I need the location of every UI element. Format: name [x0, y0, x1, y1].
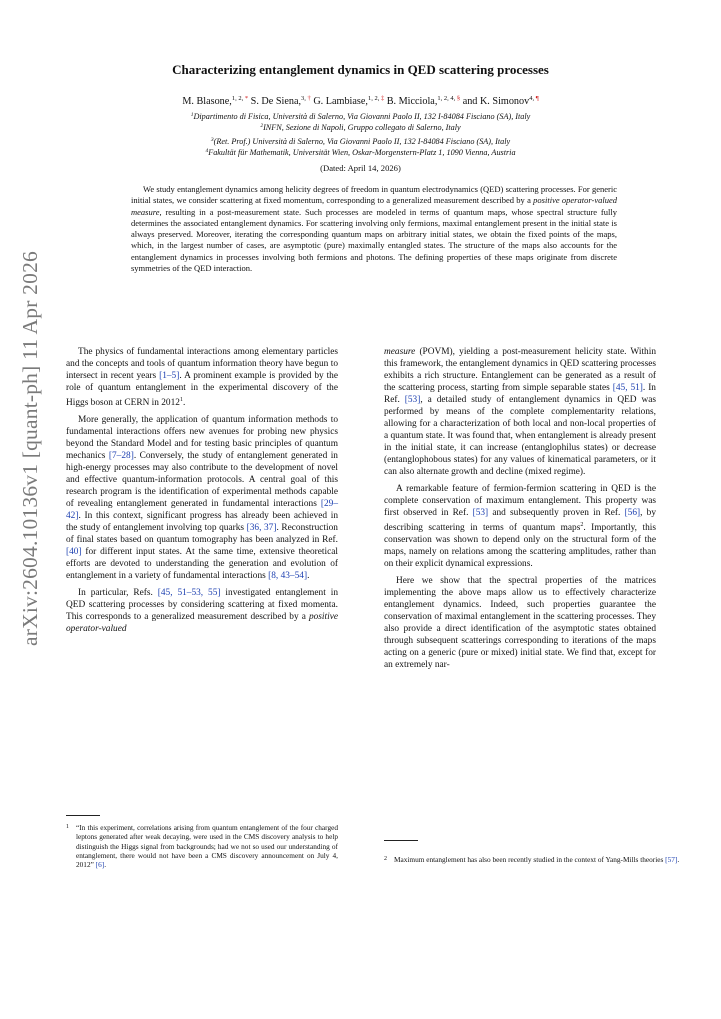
paragraph: A remarkable feature of fermion-fermion scattering in QED is the complete conservation of maximum entanglement. This property was first observed in Ref. [53] and subsequently proven in Ref. [56], by describing scattering in terms of quantum maps$^2$. Importantly, this conservation was shown to depend only on the structural form of the maps, namely on relations among the scattering amplitudes, rather than on their explicit dynamical expressions.	[384, 484, 656, 569]
left-column	[66, 346, 338, 640]
affiliation-2: $^2$INFN, Sezione di Napoli, Gruppo collegato di Salerno, Italy	[260, 123, 461, 132]
citation-link[interactable]: [45, 51–53, 55]	[157, 588, 221, 598]
affiliation-1: $^1$Dipartimento di Fisica, Università di Salerno, Via Giovanni Paolo II, 132 I-84084 Fisciano (SA), Italy	[190, 112, 531, 121]
footnote-2: 2 Maximum entanglement has also been recently studied in the context of Yang-Mills theories [57].	[384, 855, 680, 864]
citation-link[interactable]: [53]	[404, 395, 421, 405]
paragraph: Here we show that the spectral properties of the matrices implementing the above maps allow us to effectively characterize entanglement dynamics. Indeed, such properties guarantee the conservation of maximal entanglement in the scattering processes. They also provide a direct identification of the asymptotic states obtained through subsequent scatterings corresponding to iterations of the maps acting on a generic (pure or mixed) initial state. We find that, except for an extremely nar-	[384, 576, 656, 670]
author-4[interactable]: B. Micciola,$^{1, 2, 4, \S}$	[386, 95, 461, 107]
abstract: We study entanglement dynamics among helicity degrees of freedom in quantum electrodynamics (QED) scattering processes. For generic initial states, we consider scattering at fixed momentum, corresponding to a generalized measurement described by a positive operator-valued measure, resulting in a post-measurement state. Such processes are modeled in terms of quantum maps, whose spectral structure fully determines the associated entanglement dynamics. For scattering involving only fermions, maximal entanglement present in the initial state is always preserved. Moreover, iterating the corresponding quantum maps on arbitrary initial states, we obtain the fixed points of the maps, which, in the largest number of cases, are asymptotic (pure) maximally entangled states. The structure of the maps also accounts for the entanglement dynamics in processes involving both fermions and photons. The defining properties of these maps originate from discrete symmetries of the QED interaction.	[131, 184, 617, 274]
arxiv-identifier-text: arXiv:2604.10136v1 [quant-ph] 11 Apr 2026	[17, 250, 42, 646]
citation-link[interactable]: [45, 51]	[612, 383, 643, 393]
citation-link[interactable]: [57]	[665, 855, 678, 864]
paragraph: More generally, the application of quantum information methods to fundamental interactions offers new avenues for probing new physics beyond the Standard Model and for testing basic principles of quantum mechanics [7–28]. Conversely, the study of entanglement generated in high-energy processes may also contribute to the development of novel and effective quantum-information protocols. A central goal of this research program is the identification of experimental methods capable of revealing entanglement generated in fundamental interactions [29–42]. In this context, significant progress has already been achieved in the study of entanglement involving top quarks [36, 37]. Reconstruction of final states based on quantum tomography has been analyzed in Ref. [40] for different input states. At the same time, extensive theoretical efforts are devoted to understanding the generation and evolution of entanglement in a variety of fundamental interactions [8, 43–54].	[66, 415, 338, 581]
citation-link[interactable]: [6]	[95, 860, 105, 870]
paper-title: Characterizing entanglement dynamics in QED scattering processes	[172, 62, 549, 77]
paragraph: In particular, Refs. [45, 51–53, 55] investigated entanglement in QED scattering processes by considering scattering at fixed momenta. This corresponds to a generalized measurement described by a positive operator-valued	[66, 588, 338, 634]
author-2[interactable]: S. De Siena,$^{3, \dagger}$	[250, 95, 311, 107]
citation-link[interactable]: [56]	[624, 508, 641, 518]
footnote-divider	[384, 840, 418, 841]
footnote-1: 1 “In this experiment, correlations arising from quantum entanglement of the four charged leptons generated after weak decaying, were used in the CMS discovery analysis to help distinguish the Higgs signal from backgrounds; had we not so used our understanding of entanglement, there would not have been a CMS discovery announcement on July 4, 2012” [6].	[66, 823, 338, 870]
date-line: (Dated: April 14, 2026)	[320, 163, 401, 173]
author-5[interactable]: K. Simonov$^{4, \P}$	[479, 95, 539, 107]
footnote-divider	[66, 815, 100, 816]
author-1[interactable]: M. Blasone,$^{1, 2, *}$	[182, 95, 249, 107]
author-conjunction: and	[462, 96, 478, 107]
affiliation-3: $^3$(Ret. Prof.) Università di Salerno, Via Giovanni Paolo II, 132 I-84084 Fisciano (SA), Italy	[210, 137, 511, 146]
citation-link[interactable]: [29–42]	[66, 499, 338, 521]
citation-link[interactable]: [36, 37]	[246, 523, 277, 533]
right-column	[384, 346, 656, 676]
footnote-marker[interactable]: 1	[179, 397, 183, 403]
citation-link[interactable]: [7–28]	[108, 451, 134, 461]
author-list	[0, 95, 721, 107]
paragraph: measure (POVM), yielding a post-measurement helicity state. Within this framework, the entanglement dynamics in QED scattering processes exhibits a rich structure. Entanglement can be generated as a result of the scattering process, starting from simple separable states [45, 51]. In Ref. [53], a detailed study of entanglement dynamics in QED was performed by means of the complete complementarity relations, allowing for a characterization of both local and non-local properties of a quantum state. It was found that, when entanglement is already present in the initial state, it can increase (entanglophilus states) or decrease (entanglophobous states) for any values of kinematical parameters, or it can also alternate growth and decline (mixed regime).	[384, 347, 656, 477]
citation-link[interactable]: [1–5]	[159, 371, 180, 381]
citation-link[interactable]: [53]	[472, 508, 489, 518]
citation-link[interactable]: [40]	[66, 547, 82, 557]
affiliation-4: $^4$Fakultät für Mathematik, Universität Wien, Oskar-Morgenstern-Platz 1, 1090 Vienna, Austria	[205, 148, 516, 157]
arxiv-identifier-stamp	[10, 208, 50, 688]
footnote-marker[interactable]: 2	[580, 522, 584, 528]
citation-link[interactable]: [8, 43–54]	[268, 571, 308, 581]
paragraph: The physics of fundamental interactions among elementary particles and the concepts and tools of quantum information theory have begun to intersect in recent years [1–5]. A prominent example is provided by the role of quantum entanglement in the experimental discovery of the Higgs boson at CERN in 2012$^1$.	[66, 347, 339, 408]
author-3[interactable]: G. Lambiase,$^{1, 2, \ddagger}$	[313, 95, 385, 107]
